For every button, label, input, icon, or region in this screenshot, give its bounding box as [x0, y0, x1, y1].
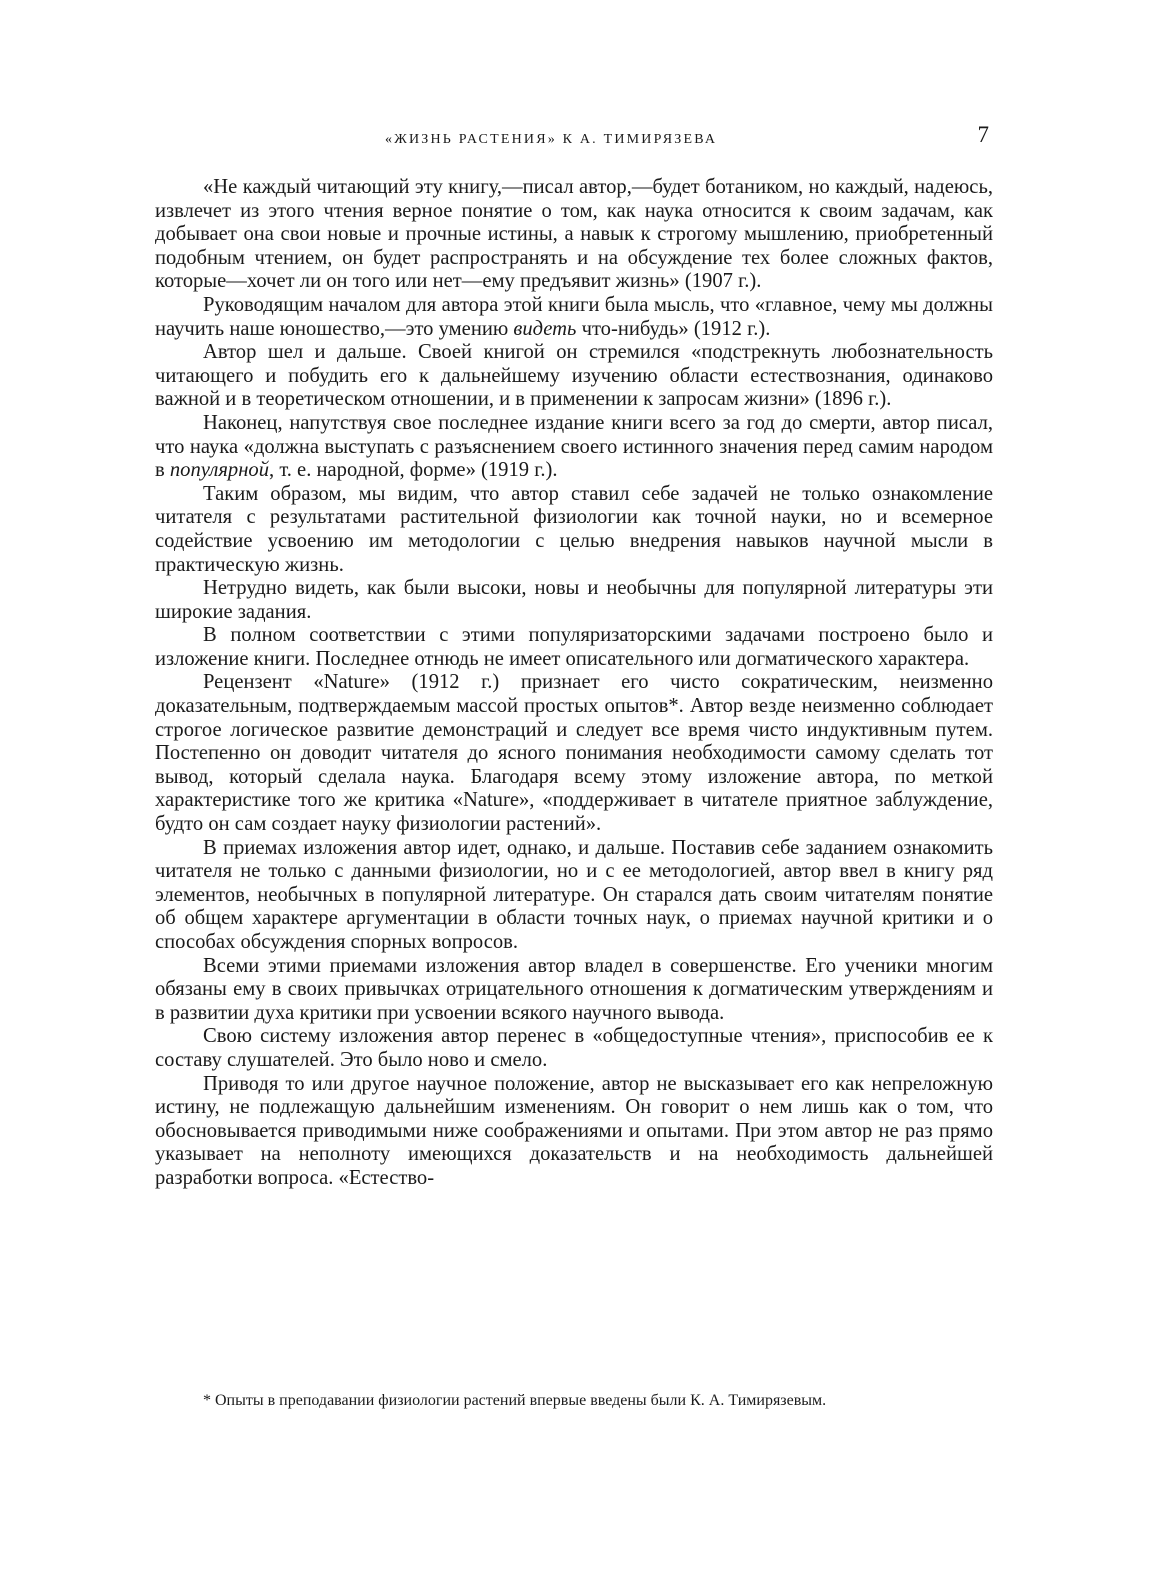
paragraph-8: Рецензент «Nature» (1912 г.) признает его чисто сократическим, неизменно доказательным, подтверждаемым массой простых опытов*. Автор везде неизменно соблюдает строгое логическое развитие демонстраций и следует все время чисто индуктивным путем. Постепенно он доводит читателя до ясного понимания необходимости самому сделать тот вывод, который сделала наука. Благодаря всему этому изложение автора, по меткой характеристике того же критика «Nature», «поддерживает в читателе приятное заблуждение, будто он сам создает науку физиологии растений».	[155, 671, 993, 836]
paragraph-4-part-1: Наконец, напутствуя свое последнее издание книги всего за год до смерти, автор писал, что наука «должна выступать с разъяснением своего истинного значения перед самим народом в	[155, 411, 993, 482]
paragraph-2	[155, 294, 993, 341]
paragraph-10: Всеми этими приемами изложения автор владел в совершенстве. Его ученики многим обязаны ему в своих привычках отрицательного отношения к догматическим утверждениям и в развитии духа критики при усвоении всякого научного вывода.	[155, 954, 993, 1024]
footnote-text: * Опыты в преподавании физиологии растений впервые введены были К. А. Тимирязевым.	[203, 1392, 827, 1409]
running-head	[155, 122, 993, 162]
paragraph-6: Нетрудно видеть, как были высоки, новы и необычны для популярной литературы эти широкие задания.	[155, 577, 993, 623]
paragraph-9: В приемах изложения автор идет, однако, и дальше. Поставив себе заданием ознакомить читателя не только с данными физиологии, но и с ее методологией, автор ввел в книгу ряд элементов, необычных в популярной литературе. Он старался дать своим читателям понятие об общем характере аргументации в области точных наук, о приемах научной критики и о способах обсуждения спорных вопросов.	[155, 836, 993, 953]
running-title: «ЖИЗНЬ РАСТЕНИЯ» К А. ТИМИРЯЗЕВА	[385, 132, 718, 147]
emphasis-videt: видеть	[513, 317, 577, 340]
paragraph-1: «Не каждый читающий эту книгу,—писал автор,—будет ботаником, но каждый, надеюсь, извлечет из этого чтения верное понятие о том, как наука относится к своим задачам, как добывает она свои новые и прочные истины, а навык к строгому мышлению, приобретенный подобным чтением, он будет распространять и на обсуждение тех более сложных фактов, которые—хочет ли он того или нет—ему предъявит жизнь» (1907 г.).	[155, 176, 993, 293]
paragraph-12: Приводя то или другое научное положение, автор не высказывает его как непреложную истину, не подлежащую дальнейшим изменениям. Он говорит о нем лишь как о том, что обосновывается приводимыми ниже соображениями и опытами. При этом автор не раз прямо указывает на неполноту имеющихся доказательств и на необходимость дальнейшей разработки вопроса. «Естество-	[155, 1072, 993, 1189]
emphasis-populyarnoy: популярной	[169, 459, 270, 482]
body-text	[155, 176, 993, 1191]
paragraph-4-part-2: , т. е. народной, форме» (1919 г.).	[269, 459, 558, 482]
paragraph-7: В полном соответствии с этими популяризаторскими задачами построено было и изложение книги. Последнее отнюдь не имеет описательного или догматического характера.	[155, 624, 993, 670]
book-page	[155, 122, 993, 1409]
footnote	[155, 1390, 991, 1411]
paragraph-4	[155, 412, 993, 483]
paragraph-11: Свою систему изложения автор перенес в «общедоступные чтения», приспособив ее к составу слушателей. Это было ново и смело.	[155, 1025, 993, 1071]
paragraph-2-part-1: Руководящим началом для автора этой книги была мысль, что «главное, чему мы должны научить наше юношество,—это умению	[155, 293, 993, 340]
page-number: 7	[977, 122, 989, 147]
paragraph-2-part-2: что-нибудь» (1912 г.).	[576, 317, 771, 340]
paragraph-5: Таким образом, мы видим, что автор ставил себе задачей не только ознакомление читателя с результатами растительной физиологии как точной науки, но и всемерное содействие усвоению им методологии с целью внедрения навыков научной мысли в практическую жизнь.	[155, 482, 993, 576]
paragraph-3: Автор шел и дальше. Своей книгой он стремился «подстрекнуть любознательность читающего и побудить его к дальнейшему изучению области естествознания, одинаково важной и в теоретическом отношении, и в применении к запросам жизни» (1896 г.).	[155, 341, 993, 411]
